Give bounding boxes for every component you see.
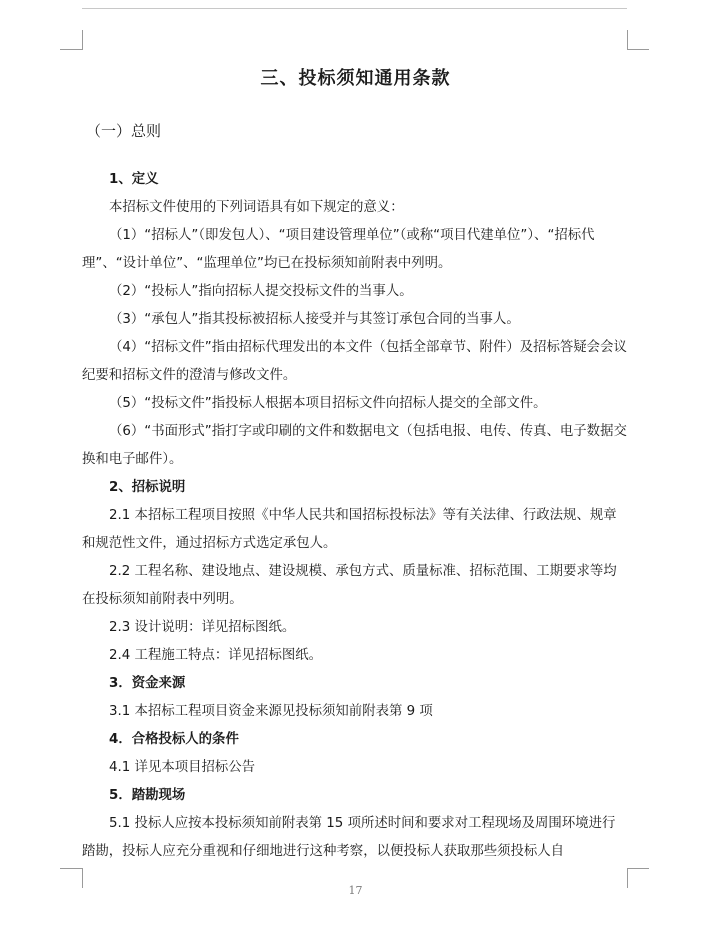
paragraph: 2.1 本招标工程项目按照《中华人民共和国招标投标法》等有关法律、行政法规、规章和规范性文件，通过招标方式选定承包人。 <box>82 508 617 551</box>
paragraph: （1）“招标人”（即发包人）、“项目建设管理单位”（或称“项目代建单位”）、“招标代理”、“设计单位”、“监理单位”均已在投标须知前附表中列明。 <box>82 228 595 271</box>
crop-mark-bottom-right <box>627 868 649 869</box>
crop-mark-top-left <box>60 49 82 50</box>
paragraph: 2.3 设计说明：详见招标图纸。 <box>109 620 296 635</box>
crop-mark-top-right <box>627 30 628 50</box>
clause-heading: 1、定义 <box>109 172 159 187</box>
clause-heading: 4．合格投标人的条件 <box>109 732 239 747</box>
clause-heading: 5．踏勘现场 <box>109 788 186 803</box>
top-rule <box>82 8 627 9</box>
crop-mark-bottom-left <box>60 868 82 869</box>
body-text <box>82 166 627 866</box>
paragraph: （5）“投标文件”指投标人根据本项目招标文件向招标人提交的全部文件。 <box>109 396 547 411</box>
paragraph: （4）“招标文件”指由招标代理发出的本文件（包括全部章节、附件）及招标答疑会会议纪要和招标文件的澄清与修改文件。 <box>82 340 627 383</box>
clause-heading: 2、招标说明 <box>109 480 186 495</box>
paragraph: （3）“承包人”指其投标被招标人接受并与其签订承包合同的当事人。 <box>109 312 520 327</box>
paragraph: 本招标文件使用的下列词语具有如下规定的意义： <box>109 200 404 215</box>
crop-mark-top-right <box>627 49 649 50</box>
page-title: 三、投标须知通用条款 <box>260 68 451 89</box>
paragraph: 2.4 工程施工特点：详见招标图纸。 <box>109 648 323 663</box>
paragraph: 2.2 工程名称、建设地点、建设规模、承包方式、质量标准、招标范围、工期要求等均在投标须知前附表中列明。 <box>82 564 617 607</box>
crop-mark-top-left <box>82 30 83 50</box>
paragraph: （2）“投标人”指向招标人提交投标文件的当事人。 <box>109 284 413 299</box>
clause-heading: 3．资金来源 <box>109 676 186 691</box>
paragraph: （6）“书面形式”指打字或印刷的文件和数据电文（包括电报、电传、传真、电子数据交换和电子邮件）。 <box>82 424 627 467</box>
page-number: 17 <box>348 884 363 897</box>
paragraph: 3.1 本招标工程项目资金来源见投标须知前附表第 9 项 <box>109 704 433 719</box>
paragraph: 5.1 投标人应按本投标须知前附表第 15 项所述时间和要求对工程现场及周围环境进行踏勘，投标人应充分重视和仔细地进行这种考察，以便投标人获取那些须投标人自 <box>82 816 616 859</box>
paragraph: 4.1 详见本项目招标公告 <box>109 760 256 775</box>
section-heading: （一）总则 <box>86 122 162 140</box>
